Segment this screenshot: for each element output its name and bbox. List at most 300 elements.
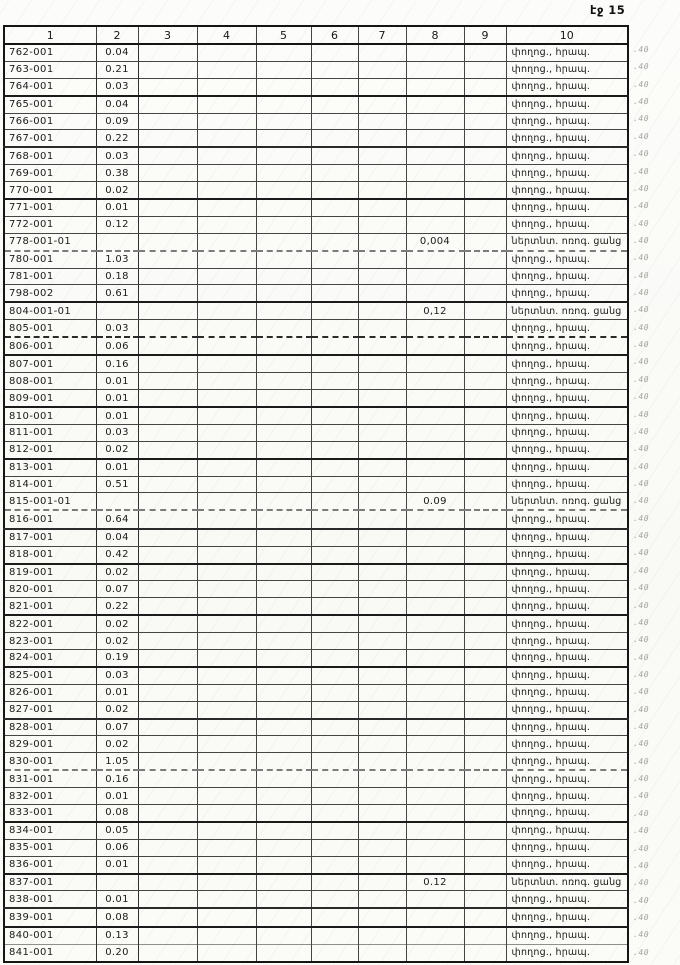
cell-col1: 780-001 (4, 251, 96, 268)
cell-col3 (138, 944, 197, 962)
cell-col8: 0.09 (406, 493, 464, 510)
cell-col3 (138, 96, 197, 113)
column-header-1: 1 (4, 26, 96, 44)
cell-col7 (358, 268, 406, 285)
cell-col5 (256, 147, 311, 164)
cell-col8 (406, 598, 464, 615)
cell-col4 (197, 908, 256, 926)
cell-col8 (406, 268, 464, 285)
cell-col1: 781-001 (4, 268, 96, 285)
cell-col7 (358, 302, 406, 319)
cell-col4 (197, 770, 256, 787)
cell-col3 (138, 598, 197, 615)
cell-col5 (256, 615, 311, 632)
table-row (4, 285, 628, 302)
cell-col1: 838-001 (4, 891, 96, 908)
cell-col9 (464, 459, 506, 476)
cell-col1: 839-001 (4, 908, 96, 926)
cell-col10: ներտնտ. ոռոգ. ցանց (506, 874, 628, 891)
cell-col3 (138, 529, 197, 546)
margin-scan-mark: .40 (632, 62, 650, 72)
cell-col3 (138, 788, 197, 805)
cell-col6 (311, 182, 358, 199)
cell-col6 (311, 581, 358, 598)
cell-col5 (256, 736, 311, 753)
cell-col9 (464, 44, 506, 61)
cell-col10: փողոց., հրապ. (506, 199, 628, 216)
cell-col4 (197, 233, 256, 250)
table-row (4, 251, 628, 268)
table-row (4, 510, 628, 528)
cell-col2: 0.38 (96, 165, 138, 182)
cell-col1: 825-001 (4, 667, 96, 684)
column-header-5: 5 (256, 26, 311, 44)
cell-col10: փողոց., հրապ. (506, 425, 628, 442)
table-row (4, 44, 628, 61)
margin-scan-mark: .40 (632, 444, 650, 454)
cell-col8 (406, 684, 464, 701)
cell-col1: 769-001 (4, 165, 96, 182)
margin-scan-mark: .40 (632, 374, 650, 384)
cell-col5 (256, 529, 311, 546)
cell-col2: 0.06 (96, 839, 138, 856)
cell-col10: փողոց., հրապ. (506, 839, 628, 856)
cell-col6 (311, 44, 358, 61)
cell-col2: 1.05 (96, 753, 138, 770)
cell-col3 (138, 355, 197, 372)
page-number-label: էջ 15 (590, 3, 626, 17)
cell-col1: 771-001 (4, 199, 96, 216)
cell-col10: փողոց., հրապ. (506, 390, 628, 407)
cell-col9 (464, 856, 506, 873)
column-header-3: 3 (138, 26, 197, 44)
cell-col6 (311, 320, 358, 337)
table-row (4, 373, 628, 390)
cell-col10: փողոց., հրապ. (506, 649, 628, 666)
cell-col4 (197, 216, 256, 233)
cell-col8 (406, 944, 464, 962)
cell-col1: 806-001 (4, 337, 96, 355)
table-row (4, 390, 628, 407)
cell-col3 (138, 839, 197, 856)
cell-col6 (311, 493, 358, 510)
cell-col5 (256, 130, 311, 147)
cell-col5 (256, 233, 311, 250)
cell-col6 (311, 407, 358, 424)
margin-scan-mark: .40 (632, 322, 650, 332)
cell-col7 (358, 441, 406, 458)
cell-col1: 819-001 (4, 564, 96, 581)
cell-col6 (311, 96, 358, 113)
cell-col2: 0.05 (96, 822, 138, 839)
cell-col1: 827-001 (4, 701, 96, 718)
cell-col5 (256, 839, 311, 856)
margin-scan-mark: .40 (632, 496, 650, 506)
cell-col2: 0.01 (96, 459, 138, 476)
table-row (4, 182, 628, 199)
cell-col3 (138, 407, 197, 424)
cell-col6 (311, 285, 358, 302)
cell-col9 (464, 130, 506, 147)
cell-col2: 0.01 (96, 390, 138, 407)
cell-col10: փողոց., հրապ. (506, 598, 628, 615)
cell-col7 (358, 615, 406, 632)
cell-col8 (406, 510, 464, 528)
margin-scan-mark: .40 (632, 270, 650, 280)
cell-col1: 768-001 (4, 147, 96, 164)
cell-col2: 0.04 (96, 96, 138, 113)
cell-col2: 0.22 (96, 130, 138, 147)
table-row (4, 856, 628, 873)
cell-col9 (464, 320, 506, 337)
cell-col10: փողոց., հրապ. (506, 822, 628, 839)
cell-col1: 766-001 (4, 113, 96, 130)
cell-col1: 830-001 (4, 753, 96, 770)
cell-col2: 0.19 (96, 649, 138, 666)
cell-col10: փողոց., հրապ. (506, 529, 628, 546)
cell-col8 (406, 337, 464, 355)
table-row (4, 529, 628, 546)
cell-col7 (358, 856, 406, 873)
cell-col8 (406, 44, 464, 61)
cell-col6 (311, 667, 358, 684)
cell-col8 (406, 719, 464, 736)
cell-col9 (464, 908, 506, 926)
margin-scan-mark: .40 (632, 687, 650, 697)
cell-col1: 812-001 (4, 441, 96, 458)
cell-col8 (406, 908, 464, 926)
column-header-6: 6 (311, 26, 358, 44)
cell-col8 (406, 804, 464, 821)
margin-scan-mark: .40 (632, 808, 650, 818)
cell-col1: 807-001 (4, 355, 96, 372)
cell-col9 (464, 355, 506, 372)
cell-col2: 0.03 (96, 320, 138, 337)
cell-col8 (406, 407, 464, 424)
table-row (4, 598, 628, 615)
table-row (4, 61, 628, 78)
margin-scan-mark: .40 (632, 392, 650, 402)
cell-col2: 0.03 (96, 78, 138, 95)
cell-col6 (311, 598, 358, 615)
cell-col8 (406, 130, 464, 147)
cell-col4 (197, 96, 256, 113)
cell-col2: 0.01 (96, 684, 138, 701)
margin-scan-mark: .40 (632, 97, 650, 107)
cell-col10: փողոց., հրապ. (506, 113, 628, 130)
cell-col10: փողոց., հրապ. (506, 441, 628, 458)
cell-col8 (406, 182, 464, 199)
cell-col5 (256, 510, 311, 528)
table-row (4, 944, 628, 962)
cell-col7 (358, 285, 406, 302)
cell-col10: փողոց., հրապ. (506, 216, 628, 233)
cell-col10: փողոց., հրապ. (506, 927, 628, 944)
cell-col9 (464, 373, 506, 390)
cell-col8 (406, 581, 464, 598)
cell-col8 (406, 78, 464, 95)
cell-col5 (256, 649, 311, 666)
cell-col7 (358, 44, 406, 61)
cell-col7 (358, 96, 406, 113)
column-header-10: 10 (506, 26, 628, 44)
cell-col5 (256, 251, 311, 268)
cell-col5 (256, 113, 311, 130)
cell-col6 (311, 839, 358, 856)
cell-col2: 0.01 (96, 891, 138, 908)
cell-col3 (138, 719, 197, 736)
cell-col1: 798-002 (4, 285, 96, 302)
margin-scan-mark: .40 (632, 600, 650, 610)
table-row (4, 302, 628, 319)
cell-col3 (138, 78, 197, 95)
cell-col2: 0.12 (96, 216, 138, 233)
cell-col7 (358, 113, 406, 130)
cell-col9 (464, 302, 506, 319)
cell-col3 (138, 684, 197, 701)
margin-scan-mark: .40 (632, 583, 650, 593)
cell-col8 (406, 441, 464, 458)
cell-col8 (406, 529, 464, 546)
cell-col3 (138, 130, 197, 147)
cell-col9 (464, 96, 506, 113)
cell-col4 (197, 441, 256, 458)
cell-col5 (256, 701, 311, 718)
cell-col1: 834-001 (4, 822, 96, 839)
margin-scan-mark: .40 (632, 166, 650, 176)
table-row (4, 425, 628, 442)
cell-col4 (197, 701, 256, 718)
cell-col5 (256, 337, 311, 355)
cell-col5 (256, 667, 311, 684)
cell-col3 (138, 856, 197, 873)
cell-col1: 770-001 (4, 182, 96, 199)
cell-col2: 0.64 (96, 510, 138, 528)
cell-col1: 762-001 (4, 44, 96, 61)
cell-col10: ներտնտ. ոռոգ. ցանց (506, 233, 628, 250)
cell-col1: 823-001 (4, 633, 96, 650)
cell-col6 (311, 719, 358, 736)
cell-col10: փողոց., հրապ. (506, 633, 628, 650)
cell-col8 (406, 891, 464, 908)
cell-col6 (311, 233, 358, 250)
table-row (4, 736, 628, 753)
cell-col5 (256, 804, 311, 821)
table-row (4, 719, 628, 736)
cell-col5 (256, 822, 311, 839)
cell-col9 (464, 199, 506, 216)
cell-col4 (197, 719, 256, 736)
cell-col3 (138, 581, 197, 598)
cell-col2: 0.01 (96, 407, 138, 424)
margin-scan-mark: .40 (632, 704, 650, 714)
cell-col9 (464, 615, 506, 632)
cell-col4 (197, 822, 256, 839)
margin-scan-mark: .40 (632, 722, 650, 732)
cell-col6 (311, 753, 358, 770)
cell-col6 (311, 199, 358, 216)
cell-col9 (464, 337, 506, 355)
cell-col3 (138, 182, 197, 199)
cell-col8: 0.12 (406, 874, 464, 891)
cell-col6 (311, 788, 358, 805)
cell-col9 (464, 546, 506, 563)
cell-col9 (464, 165, 506, 182)
cell-col2: 0.16 (96, 770, 138, 787)
cell-col3 (138, 302, 197, 319)
cell-col5 (256, 78, 311, 95)
cell-col5 (256, 770, 311, 787)
cell-col6 (311, 459, 358, 476)
margin-scan-mark: .40 (632, 201, 650, 211)
cell-col3 (138, 615, 197, 632)
margin-scan-mark: .40 (632, 305, 650, 315)
margin-scan-mark: .40 (632, 340, 650, 350)
cell-col6 (311, 927, 358, 944)
cell-col10: փողոց., հրապ. (506, 459, 628, 476)
margin-scan-mark: .40 (632, 843, 650, 853)
cell-col10: փողոց., հրապ. (506, 268, 628, 285)
cell-col6 (311, 373, 358, 390)
margin-scan-mark: .40 (632, 149, 650, 159)
cell-col1: 805-001 (4, 320, 96, 337)
cell-col10: փողոց., հրապ. (506, 736, 628, 753)
cell-col6 (311, 564, 358, 581)
cell-col10: փողոց., հրապ. (506, 719, 628, 736)
cell-col6 (311, 130, 358, 147)
cell-col4 (197, 564, 256, 581)
cell-col5 (256, 390, 311, 407)
cell-col8 (406, 856, 464, 873)
cell-col3 (138, 927, 197, 944)
cell-col5 (256, 302, 311, 319)
margin-scan-mark: .40 (632, 426, 650, 436)
cell-col6 (311, 251, 358, 268)
cell-col3 (138, 493, 197, 510)
cell-col8 (406, 425, 464, 442)
cell-col6 (311, 856, 358, 873)
cell-col7 (358, 564, 406, 581)
cell-col4 (197, 839, 256, 856)
cell-col9 (464, 285, 506, 302)
cell-col8: 0,12 (406, 302, 464, 319)
cell-col4 (197, 856, 256, 873)
cell-col6 (311, 615, 358, 632)
cell-col8 (406, 61, 464, 78)
cell-col4 (197, 459, 256, 476)
cell-col10: փողոց., հրապ. (506, 944, 628, 962)
table-row (4, 355, 628, 372)
cell-col2: 0.01 (96, 199, 138, 216)
cell-col9 (464, 390, 506, 407)
cell-col9 (464, 61, 506, 78)
cell-col4 (197, 546, 256, 563)
cell-col5 (256, 684, 311, 701)
cell-col6 (311, 61, 358, 78)
cell-col8 (406, 822, 464, 839)
cell-col2: 0.02 (96, 441, 138, 458)
cell-col6 (311, 268, 358, 285)
cell-col6 (311, 113, 358, 130)
cell-col1: 778-001-01 (4, 233, 96, 250)
cell-col9 (464, 529, 506, 546)
cell-col5 (256, 788, 311, 805)
margin-scan-mark: .40 (632, 357, 650, 367)
margin-scan-mark: .40 (632, 235, 650, 245)
table-row (4, 788, 628, 805)
cell-col7 (358, 165, 406, 182)
cell-col8 (406, 649, 464, 666)
cell-col6 (311, 684, 358, 701)
cell-col3 (138, 701, 197, 718)
cell-col8 (406, 320, 464, 337)
cell-col2: 0.20 (96, 944, 138, 962)
cell-col3 (138, 667, 197, 684)
cell-col10: ներտնտ. ոռոգ. ցանց (506, 302, 628, 319)
cell-col9 (464, 441, 506, 458)
cell-col3 (138, 113, 197, 130)
cell-col1: 764-001 (4, 78, 96, 95)
cell-col10: փողոց., հրապ. (506, 804, 628, 821)
cell-col6 (311, 891, 358, 908)
margin-scan-mark: .40 (632, 860, 650, 870)
cell-col6 (311, 908, 358, 926)
margin-scan-mark: .40 (632, 791, 650, 801)
margin-scan-mark: .40 (632, 183, 650, 193)
cell-col4 (197, 615, 256, 632)
cell-col1: 820-001 (4, 581, 96, 598)
table-row (4, 493, 628, 510)
cell-col7 (358, 233, 406, 250)
cell-col10: փողոց., հրապ. (506, 61, 628, 78)
cell-col1: 836-001 (4, 856, 96, 873)
cell-col10: փողոց., հրապ. (506, 788, 628, 805)
cell-col4 (197, 804, 256, 821)
cell-col8 (406, 788, 464, 805)
cell-col5 (256, 199, 311, 216)
cell-col2: 0.01 (96, 373, 138, 390)
cell-col7 (358, 736, 406, 753)
cell-col2: 0.06 (96, 337, 138, 355)
cell-col6 (311, 546, 358, 563)
cell-col4 (197, 788, 256, 805)
cell-col3 (138, 908, 197, 926)
cell-col8 (406, 285, 464, 302)
cell-col7 (358, 927, 406, 944)
cell-col6 (311, 302, 358, 319)
cell-col2: 0.13 (96, 927, 138, 944)
cell-col4 (197, 667, 256, 684)
cell-col2 (96, 493, 138, 510)
cell-col1: 822-001 (4, 615, 96, 632)
cell-col5 (256, 564, 311, 581)
cell-col1: 808-001 (4, 373, 96, 390)
cell-col3 (138, 891, 197, 908)
column-header-4: 4 (197, 26, 256, 44)
cell-col4 (197, 425, 256, 442)
cell-col1: 818-001 (4, 546, 96, 563)
cell-col9 (464, 268, 506, 285)
cell-col1: 810-001 (4, 407, 96, 424)
cell-col1: 813-001 (4, 459, 96, 476)
cell-col7 (358, 839, 406, 856)
cell-col3 (138, 564, 197, 581)
cell-col7 (358, 355, 406, 372)
table-row (4, 78, 628, 95)
cell-col1: 837-001 (4, 874, 96, 891)
table-row (4, 268, 628, 285)
cell-col6 (311, 355, 358, 372)
